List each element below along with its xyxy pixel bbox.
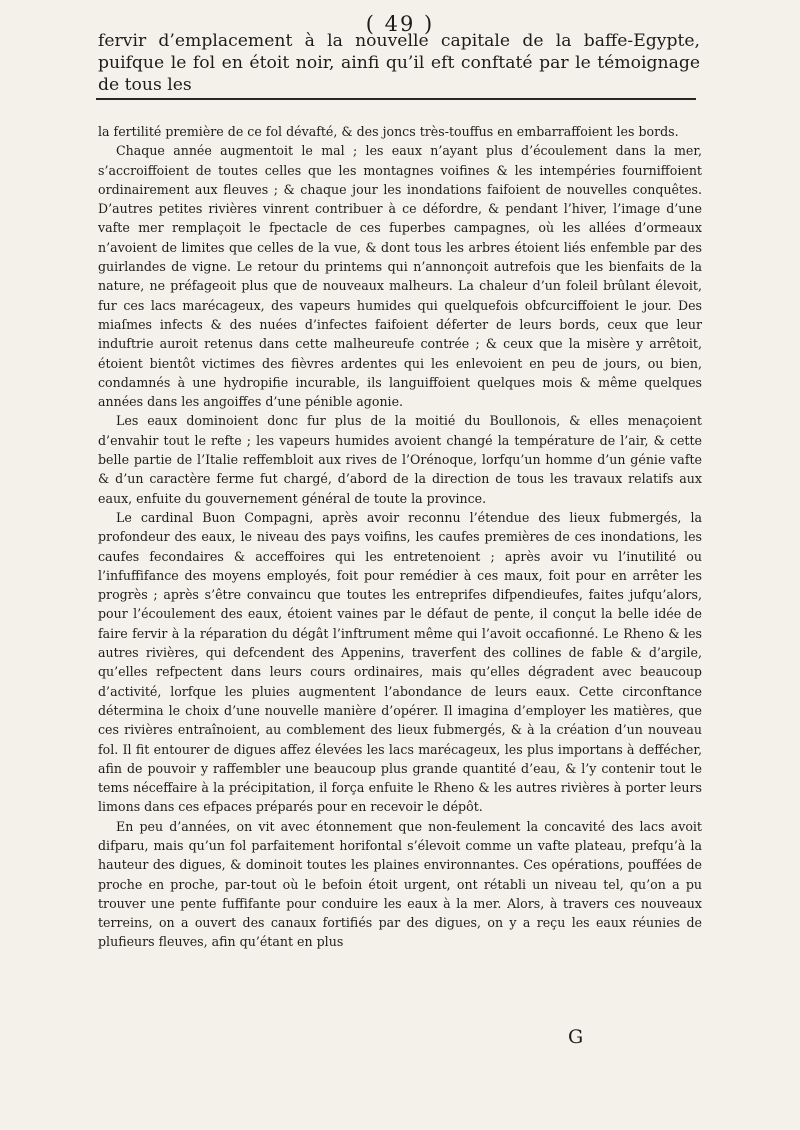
footnote-paragraph: la fertilité première de ce fol dévafté, & des joncs très-touffus en embarraffoient les bords. — [98, 124, 679, 139]
footnote-block — [98, 122, 702, 952]
page-number: ( 49 ) — [365, 12, 435, 36]
footnote-paragraph: Le cardinal Buon Compagni, après avoir reconnu l’étendue des lieux fubmergés, la profondeur des eaux, le niveau des pays voifins, les caufes premières de ces inondations, les caufes fecondaires & acceffoires qui les entretenoient ; après avoir vu l’inutilité ou l’infuffifance des moyens employés, foit pour remédier à ces maux, foit pour en arrêter les progrès ; après s’être convaincu que toutes les entreprifes difpendieufes, faites jufqu’alors, pour l’écoulement des eaux, étoient vaines par le défaut de pente, il conçut la belle idée de faire fervir à la réparation du dégât l’inftrument même qui l’avoit occafionné. Le Rheno & les autres rivières, qui defcendent des Appenins, traverfent des collines de fable & d’argile, qu’elles refpectent dans leurs cours ordinaires, mais qu’elles dégradent avec beaucoup d’activité, lorfque les pluies augmentent l’abondance de leurs eaux. Cette circonftance détermina le choix d’une nouvelle manière d’opérer. Il imagina d’employer les matières, que ces rivières entraînoient, au comblement des lieux fubmergés, & à la création d’un nouveau fol. Il fit entourer de digues affez élevées les lacs marécageux, les plus importans à deffécher, afin de pouvoir y raffembler une beaucoup plus grande quantité d’eau, & l’y contenir tout le tems néceffaire à la précipitation, il força enfuite le Rheno & les autres rivières à porter leurs limons dans ces efpaces préparés pour en recevoir le dépôt. — [98, 509, 702, 815]
footnote-divider — [96, 98, 696, 100]
signature-mark: G — [568, 1026, 584, 1048]
footnote-paragraph: En peu d’années, on vit avec étonnement que non-feulement la concavité des lacs avoit difparu, mais qu’un fol parfaitement horifontal s’élevoit comme un vafte plateau, prefqu’à la hauteur des digues, & dominoit toutes les plaines environnantes. Ces opérations, pouffées de proche en proche, par-tout où le befoin étoit urgent, ont rétabli un niveau tel, qu’on a pu trouver une pente fuffifante pour conduire les eaux à la mer. Alors, à travers ces nouveaux terreins, on a ouvert des canaux fortifiés par des digues, on y a reçu les eaux réunies de plufieurs fleuves, afin qu’étant en plus — [98, 818, 702, 950]
main-text-continuation: fervir d’emplacement à la nouvelle capitale de la baffe-Egypte, puifque le fol en étoit noir, ainfi qu’il eft conftaté par le témoignage de tous les — [98, 31, 700, 95]
footnote-paragraph: Chaque année augmentoit le mal ; les eaux n’ayant plus d’écoulement dans la mer, s’accroiffoient de toutes celles que les montagnes voifines & les intempéries fourniffoient ordinairement aux fleuves ; & chaque jour les inondations faifoient de nouvelles conquêtes. D’autres petites rivières vinrent contribuer à ce défordre, & pendant l’hiver, l’image d’une vafte mer remplaçoit le fpectacle de ces fuperbes campagnes, où les allées d’ormeaux n’avoient de limites que celles de la vue, & dont tous les arbres étoient liés enfemble par des guirlandes de vigne. Le retour du printems qui n’annonçoit autrefois que les bienfaits de la nature, ne préfageoit plus que de nouveaux malheurs. La chaleur d’un foleil brûlant élevoit, fur ces lacs marécageux, des vapeurs humides qui quelquefois obfcurciffoient le jour. Des miaſmes infects & des nuées d’infectes faifoient déferter de leurs bords, ceux que leur induftrie auroit retenus dans cette malheureufe contrée ; & ceux que la misère y arrêtoit, étoient bientôt victimes des fièvres ardentes qui les enlevoient en peu de jours, ou bien, condamnés à une hydropifie incurable, ils languiffoient quelques mois & même quelques années dans les angoiffes d’une pénible agonie. — [98, 143, 702, 410]
footnote-paragraph: Les eaux dominoient donc fur plus de la moitié du Boullonois, & elles menaçoient d’envahir tout le refte ; les vapeurs humides avoient changé la température de l’air, & cette belle partie de l’Italie reffembloit aux rives de l’Orénoque, lorfqu’un homme d’un génie vafte & d’un caractère ferme fut chargé, d’abord de la direction de tous les travaux relatifs aux eaux, enfuite du gouvernement général de toute la province. — [98, 413, 702, 506]
